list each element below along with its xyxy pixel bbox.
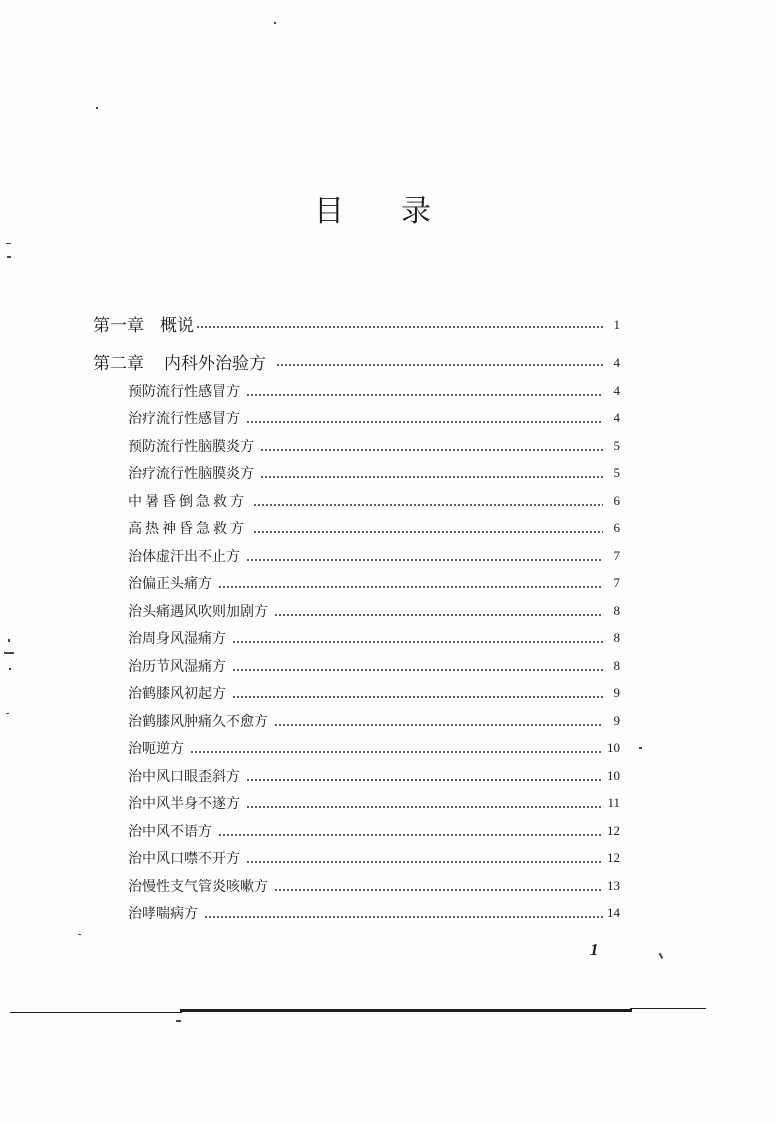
toc-entry xyxy=(0,597,620,625)
toc-entry xyxy=(0,625,620,653)
dot-leader xyxy=(218,833,603,837)
scan-speck xyxy=(274,22,276,24)
dot-leader xyxy=(232,668,603,672)
dot-leader xyxy=(246,778,603,782)
toc-entry-page: 9 xyxy=(613,685,620,701)
bottom-rule-right xyxy=(630,1008,706,1009)
toc-chapter-2 xyxy=(0,347,620,375)
toc-entry xyxy=(0,680,620,708)
toc-entry-label: 治疗流行性感冒方 xyxy=(128,411,240,428)
dot-leader xyxy=(253,530,603,534)
toc-entry-label: 治疗流行性脑膜炎方 xyxy=(128,466,254,483)
toc-entry-page: 4 xyxy=(613,382,620,398)
toc-entry xyxy=(0,377,620,405)
toc-entry xyxy=(0,900,620,928)
toc-entry-page: 6 xyxy=(613,520,620,536)
dot-leader xyxy=(246,860,603,864)
toc-entry xyxy=(0,762,620,790)
toc-entry-label: 治慢性支气管炎咳嗽方 xyxy=(128,878,268,895)
toc-entry-page: 8 xyxy=(613,602,620,618)
page-title-char-2: 录 xyxy=(401,194,431,229)
toc-entry-label: 治中风半身不遂方 xyxy=(128,796,240,813)
scan-speck xyxy=(6,243,11,244)
toc-chapter-1 xyxy=(0,309,620,337)
toc-entry-label: 治偏正头痛方 xyxy=(128,576,212,593)
toc-entry-page: 10 xyxy=(607,767,620,783)
table-of-contents xyxy=(0,309,777,927)
toc-entry xyxy=(0,432,620,460)
toc-entry-page: 12 xyxy=(607,822,620,838)
dot-leader xyxy=(190,750,603,754)
dot-leader xyxy=(232,640,603,644)
toc-entry xyxy=(0,487,620,515)
dot-leader xyxy=(260,475,603,479)
toc-entry-page: 6 xyxy=(613,492,620,508)
toc-entry xyxy=(0,735,620,763)
toc-entry-label: 治鹤膝风初起方 xyxy=(128,686,226,703)
chapter-number: 第二章 xyxy=(93,353,144,374)
dot-leader xyxy=(246,420,603,424)
scan-speck xyxy=(78,934,81,935)
page-title-char-1: 目 xyxy=(314,194,344,229)
chapter-name: 内科外治验方 xyxy=(164,353,266,374)
toc-entry-page: 8 xyxy=(613,630,620,646)
toc-entry xyxy=(0,817,620,845)
toc-entry-label: 治中风口眼歪斜方 xyxy=(128,768,240,785)
toc-entry-label: 治头痛遇风吹则加剧方 xyxy=(128,603,268,620)
dot-leader xyxy=(204,915,603,919)
toc-entry-label: 治哮喘病方 xyxy=(128,906,198,923)
dot-leader xyxy=(260,448,603,452)
toc-entry xyxy=(0,845,620,873)
toc-entry-label: 治中风口噤不开方 xyxy=(128,851,240,868)
chapter-name: 概说 xyxy=(160,315,194,336)
toc-entry xyxy=(0,570,620,598)
dot-leader xyxy=(274,613,603,617)
toc-entry-page: 7 xyxy=(613,547,620,563)
dot-leader xyxy=(274,888,603,892)
dot-leader xyxy=(196,325,603,329)
toc-entry-page: 14 xyxy=(607,905,620,921)
scan-speck xyxy=(6,713,9,714)
scan-speck xyxy=(639,747,642,749)
dot-leader xyxy=(246,393,603,397)
toc-entry-label: 治体虚汗出不止方 xyxy=(128,548,240,565)
toc-entry-label: 治历节风湿痛方 xyxy=(128,658,226,675)
toc-entry-page: 10 xyxy=(607,740,620,756)
scan-speck xyxy=(176,1020,181,1022)
chapter-number: 第一章 xyxy=(93,315,144,336)
toc-entry-page: 11 xyxy=(607,795,620,811)
toc-entry-label: 预防流行性脑膜炎方 xyxy=(128,438,254,455)
toc-entry xyxy=(0,707,620,735)
toc-entry xyxy=(0,405,620,433)
toc-entry-page: 8 xyxy=(613,657,620,673)
bottom-rule-left xyxy=(10,1012,182,1013)
toc-entry-page: 12 xyxy=(607,850,620,866)
dot-leader xyxy=(246,805,603,809)
scan-speck xyxy=(4,652,14,654)
toc-entry-page: 13 xyxy=(607,877,620,893)
chapter-page: 1 xyxy=(613,317,620,332)
dot-leader xyxy=(253,503,603,507)
toc-entry xyxy=(0,790,620,818)
toc-entry-page: 5 xyxy=(613,437,620,453)
toc-entry-page: 5 xyxy=(613,465,620,481)
toc-entry-page: 9 xyxy=(613,712,620,728)
dot-leader xyxy=(274,723,603,727)
toc-entry-page: 7 xyxy=(613,575,620,591)
toc-entry-label: 高热神昏急救方 xyxy=(128,521,247,538)
toc-entry-label: 预防流行性感冒方 xyxy=(128,383,240,400)
scan-speck xyxy=(9,668,11,670)
toc-entry-label: 治周身风湿痛方 xyxy=(128,631,226,648)
toc-entry-label: 治呃逆方 xyxy=(128,741,184,758)
dot-leader xyxy=(218,585,603,589)
dot-leader xyxy=(276,363,603,367)
toc-entry-page: 4 xyxy=(613,410,620,426)
toc-entry-label: 治中风不语方 xyxy=(128,823,212,840)
scan-speck xyxy=(96,107,98,109)
toc-entry xyxy=(0,515,620,543)
scan-speck xyxy=(659,953,663,959)
bottom-rule-middle xyxy=(180,1009,632,1012)
toc-entry xyxy=(0,872,620,900)
toc-entry-label: 治鹤膝风肿痛久不愈方 xyxy=(128,713,268,730)
dot-leader xyxy=(232,695,603,699)
toc-entry xyxy=(0,652,620,680)
dot-leader xyxy=(246,558,603,562)
footer-page-number: 1 xyxy=(590,940,599,959)
scan-speck xyxy=(7,256,11,258)
toc-entry xyxy=(0,460,620,488)
toc-entry xyxy=(0,542,620,570)
scan-speck xyxy=(8,639,10,642)
chapter-page: 4 xyxy=(613,355,620,370)
toc-entry-label: 中暑昏倒急救方 xyxy=(128,493,247,510)
